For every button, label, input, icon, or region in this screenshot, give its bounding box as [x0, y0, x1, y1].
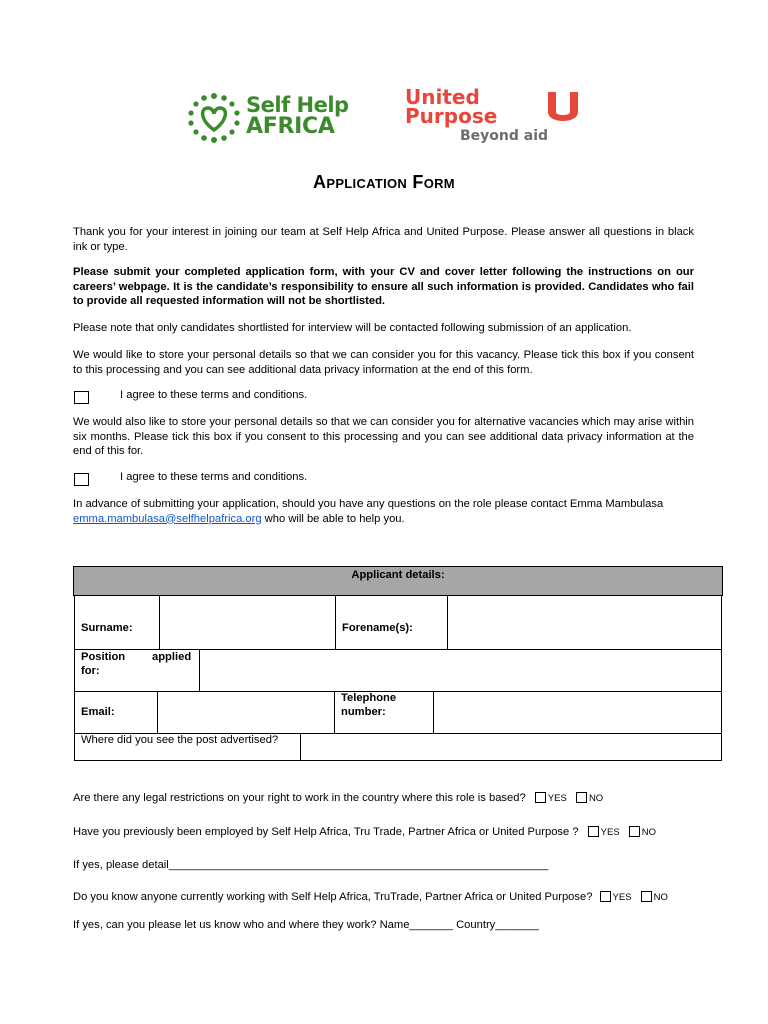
legal-no-checkbox[interactable] [576, 792, 587, 803]
logo-text-africa: AFRICA [246, 114, 335, 139]
contact-paragraph [73, 497, 694, 526]
know-yes-checkbox[interactable] [600, 891, 611, 902]
where-seen-label: Where did you see the post advertised? [81, 734, 279, 746]
contact-email-link[interactable]: emma.mambulasa@selfhelpafrica.org [73, 512, 262, 525]
position-label-word3: for: [81, 665, 100, 677]
logo-tagline: Beyond aid [460, 128, 549, 144]
table-header: Applicant details: [73, 566, 723, 596]
email-label: Email: [81, 706, 115, 718]
forenames-input[interactable] [447, 595, 722, 650]
logo-text-united: United [405, 85, 480, 109]
surname-label-cell [74, 595, 160, 650]
know-no-checkbox[interactable] [641, 891, 652, 902]
previously-employed-question [73, 826, 656, 838]
telephone-label-line1: Telephone [341, 692, 397, 704]
legal-restrictions-question [73, 792, 603, 804]
self-help-africa-wordmark [246, 94, 349, 138]
where-seen-label-cell [74, 733, 301, 761]
privacy-consent-text-1: We would like to store your personal details so that we can consider you for this vacancy. Please tick this box if you consent to this processing and you can see additional data privacy information at the end of this form. [73, 349, 694, 376]
email-label-cell [74, 691, 158, 734]
consent-checkbox-2[interactable] [74, 473, 89, 486]
consent-label-2: I agree to these terms and conditions. [120, 471, 308, 483]
forenames-label: Forename(s): [342, 622, 413, 634]
legal-yes-checkbox[interactable] [535, 792, 546, 803]
united-purpose-logo [405, 85, 585, 146]
know-yes-label: YES [612, 892, 632, 903]
employed-no-checkbox[interactable] [629, 826, 640, 837]
legal-yes-label: YES [547, 793, 567, 804]
position-label-cell [74, 649, 200, 692]
self-help-africa-emblem-icon [186, 92, 242, 144]
contact-name-country-field[interactable]: If yes, can you please let us know who and where they work? Name_______ Country_______ [73, 919, 539, 931]
legal-no-label: NO [588, 793, 604, 804]
privacy-consent-text-2: We would also like to store your personal details so that we can consider you for alternative vacancies which may arise within six months. Please tick this box if you consent to this processing and you can see additional data privacy information at the end of this for. [73, 416, 694, 458]
applicant-details-table [73, 566, 723, 761]
surname-label: Surname: [81, 622, 133, 634]
logo-text-self-help: Self Help [246, 93, 349, 117]
employed-no-label: NO [641, 827, 657, 838]
consent-label-1: I agree to these terms and conditions. [120, 389, 308, 401]
submission-instructions: Please submit your completed application form, with your CV and cover letter following the instructions on our careers’ webpage. It is the candidate’s responsibility to ensure all such information is provided. Candidates who fail to provide all requested information will not be shortlisted. [73, 266, 694, 308]
united-purpose-wordmark [405, 85, 498, 128]
where-seen-input[interactable] [300, 733, 722, 761]
logo-text-purpose: Purpose [405, 104, 498, 128]
previously-employed-text: Have you previously been employed by Self Help Africa, Tru Trade, Partner Africa or United Purpose ? [73, 826, 579, 838]
united-purpose-u-icon [545, 90, 581, 126]
contact-suffix: who will be able to help you. [261, 512, 405, 525]
telephone-input[interactable] [433, 691, 722, 734]
know-anyone-text: Do you know anyone currently working with Self Help Africa, TruTrade, Partner Africa or United Purpose? [73, 891, 593, 903]
employed-yes-checkbox[interactable] [588, 826, 599, 837]
shortlist-note: Please note that only candidates shortlisted for interview will be contacted following submission of an application. [73, 322, 632, 334]
intro-paragraph: Thank you for your interest in joining our team at Self Help Africa and United Purpose. Please answer all questions in black ink or type. [73, 226, 694, 253]
telephone-label-cell [334, 691, 434, 734]
self-help-africa-logo [186, 92, 356, 144]
legal-restrictions-text: Are there any legal restrictions on your right to work in the country where this role is based? [73, 792, 526, 804]
email-input[interactable] [157, 691, 335, 734]
know-no-label: NO [653, 892, 668, 903]
surname-input[interactable] [159, 595, 336, 650]
know-anyone-question [73, 891, 668, 903]
position-input[interactable] [199, 649, 722, 692]
employment-detail-field[interactable]: If yes, please detail_____________________________________________________________ [73, 859, 549, 871]
position-label-word1: Position [81, 651, 126, 663]
page-title: Application Form [313, 172, 455, 192]
telephone-label-line2: number: [341, 706, 386, 718]
forenames-label-cell [335, 595, 448, 650]
contact-text: In advance of submitting your application, should you have any questions on the role please contact Emma Mambulasa [73, 498, 664, 510]
consent-checkbox-1[interactable] [74, 391, 89, 404]
employed-yes-label: YES [600, 827, 620, 838]
position-label-word2: applied [152, 651, 192, 663]
